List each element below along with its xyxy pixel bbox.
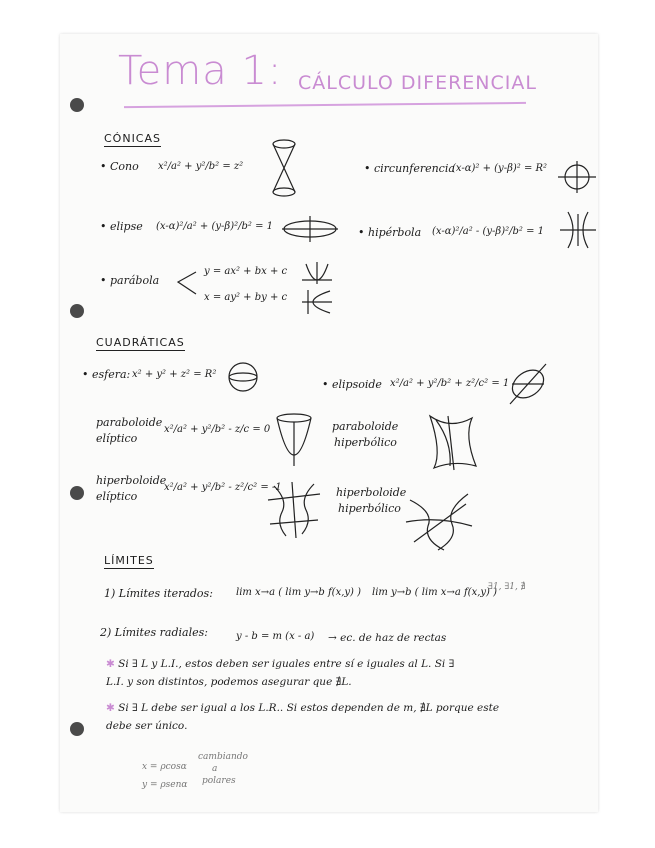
label-paraboloide-eliptico-2: elíptico — [96, 432, 138, 445]
eq-haz-rectas-note: → ec. de haz de rectas — [328, 632, 447, 644]
eq-lim-iterado-2: lim y→b ( lim x→a f(x,y) ) — [372, 587, 498, 598]
sphere-sketch — [226, 360, 260, 394]
cone-sketch — [270, 138, 300, 198]
polar-note-1: cambiando — [198, 752, 248, 762]
eq-elipsoide: x²/a² + y²/b² + z²/c² = 1 — [390, 378, 510, 389]
eq-esfera: x² + y² + z² = R² — [132, 369, 217, 380]
label-elipsoide: • elipsoide — [322, 378, 382, 391]
eq-elipse: (x-α)²/a² + (y-β)²/b² = 1 — [156, 221, 273, 232]
eq-cono: x²/a² + y²/b² = z² — [158, 161, 244, 172]
parabola-vertical-sketch — [300, 260, 334, 286]
branch-brace — [176, 270, 198, 296]
section-heading-conicas: CÓNICAS — [104, 132, 161, 145]
binder-hole — [70, 722, 84, 736]
note-2-line-1: ✱ Si ∃ L debe ser igual a los L.R.. Si estos dependen de m, ∄L porque este — [106, 702, 500, 714]
label-hiperboloide-hiperbolico-2: hiperbólico — [338, 502, 401, 515]
section-heading-cuadraticas: CUADRÁTICAS — [96, 336, 185, 349]
binder-hole — [70, 98, 84, 112]
eq-lim-iterado-1: lim x→a ( lim y→b f(x,y) ) — [236, 587, 362, 598]
label-paraboloide-hiperbolico-2: hiperbólico — [334, 436, 397, 449]
polar-y: y = ρsenα — [142, 780, 188, 790]
label-elipse: • elipse — [100, 220, 143, 233]
hyperbolic-paraboloid-sketch — [424, 412, 480, 472]
star-icon: ✱ — [106, 702, 115, 714]
ellipsoid-sketch — [508, 362, 548, 406]
polar-x: x = ρcosα — [142, 762, 187, 772]
label-paraboloide-eliptico-1: paraboloide — [96, 416, 163, 429]
eq-parabola-2: x = ay² + by + c — [204, 292, 288, 303]
note-1-line-2: L.I. y son distintos, podemos asegurar que ∄L. — [106, 676, 352, 688]
hyperboloid-elliptic-sketch — [266, 482, 322, 538]
page-title: Tema 1: — [118, 48, 283, 94]
parabola-horizontal-sketch — [300, 288, 334, 316]
label-hiperboloide-eliptico-1: hiperboloide — [96, 474, 167, 487]
label-cono: • Cono — [100, 160, 139, 173]
note-1-line-1: ✱ Si ∃ L y L.I., estos deben ser iguales entre sí e iguales al L. Si ∃ — [106, 658, 455, 670]
note-2-line-2: debe ser único. — [106, 720, 188, 732]
polar-note-3: polares — [202, 776, 236, 786]
section-heading-limites: LÍMITES — [104, 554, 154, 567]
circle-sketch — [558, 160, 598, 194]
existence-note: ∃1, ∃1, ∄ — [488, 582, 526, 592]
ellipse-sketch — [282, 214, 338, 244]
label-limites-iterados: 1) Límites iterados: — [104, 587, 213, 600]
eq-limites-radiales: y - b = m (x - a) — [236, 631, 315, 642]
notebook-page — [60, 34, 598, 812]
hyperboloid-hyperbolic-sketch — [404, 492, 474, 554]
label-esfera: • esfera: — [82, 368, 131, 381]
label-circunferencia: • circunferencia — [364, 162, 455, 175]
hyperbola-sketch — [560, 210, 596, 250]
binder-hole — [70, 486, 84, 500]
title-underline — [124, 102, 526, 108]
label-hiperbola: • hipérbola — [358, 226, 422, 239]
label-paraboloide-hiperbolico-1: paraboloide — [332, 420, 399, 433]
polar-note-2: a — [212, 764, 218, 774]
elliptic-paraboloid-sketch — [274, 412, 314, 468]
label-hiperboloide-hiperbolico-1: hiperboloide — [336, 486, 407, 499]
label-limites-radiales: 2) Límites radiales: — [100, 626, 208, 639]
eq-circunferencia: (x-α)² + (y-β)² = R² — [452, 163, 548, 174]
eq-hiperboloide-eliptico: x²/a² + y²/b² - z²/c² = -1 — [164, 482, 282, 493]
star-icon: ✱ — [106, 658, 115, 670]
label-hiperboloide-eliptico-2: elíptico — [96, 490, 138, 503]
label-parabola: • parábola — [100, 274, 160, 287]
eq-hiperbola: (x-α)²/a² - (y-β)²/b² = 1 — [432, 226, 544, 237]
binder-hole — [70, 304, 84, 318]
eq-paraboloide-eliptico: x²/a² + y²/b² - z/c = 0 — [164, 424, 271, 435]
eq-parabola-1: y = ax² + bx + c — [204, 266, 288, 277]
page-subtitle: CÁLCULO DIFERENCIAL — [298, 72, 537, 94]
